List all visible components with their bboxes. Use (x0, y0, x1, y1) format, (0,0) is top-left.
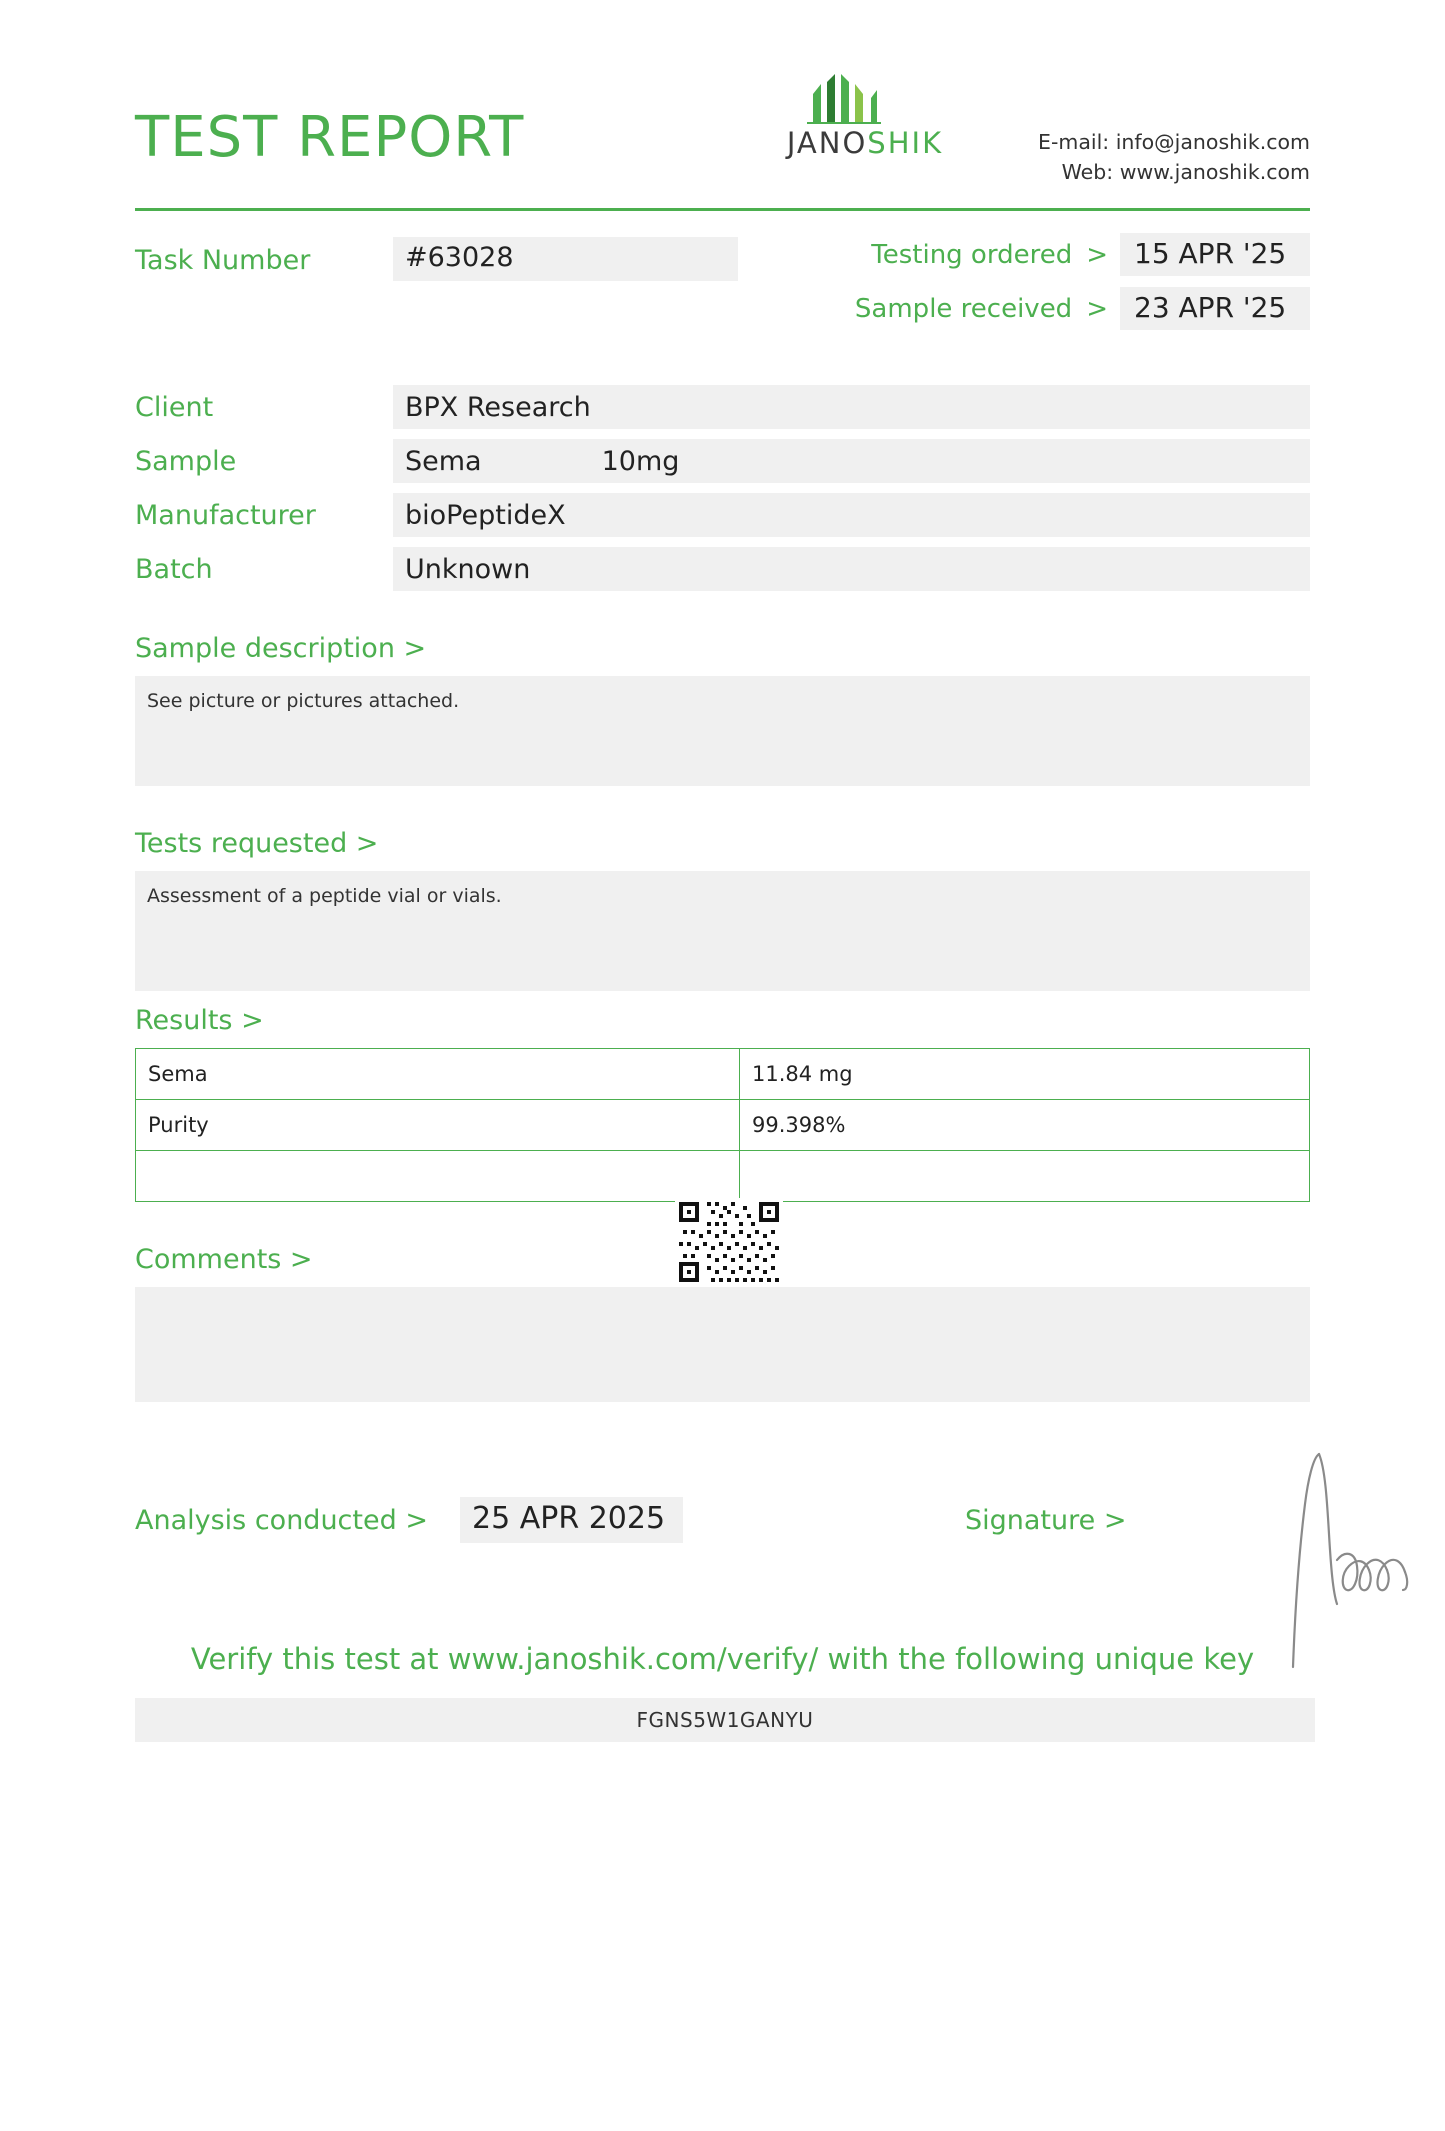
sample-description-title: Sample description > (135, 633, 427, 664)
task-number-label: Task Number (135, 245, 311, 276)
report-header (135, 0, 1310, 200)
company-logo (765, 68, 965, 160)
signature-label: Signature > (965, 1505, 1127, 1536)
analysis-conducted-date: 25 APR 2025 (460, 1497, 683, 1543)
info-value-batch (393, 547, 1310, 591)
unique-key-value: FGNS5W1GANYU (636, 1708, 814, 1732)
info-key-sample: Sample (135, 445, 237, 477)
result-name-1: Purity (136, 1100, 740, 1151)
tests-requested-title: Tests requested > (135, 828, 379, 859)
sample-received-label: Sample received (854, 293, 1073, 324)
results-title: Results > (135, 1005, 264, 1036)
verify-text: Verify this test at www.janoshik.com/verify/ with the following unique key (190, 1642, 1255, 1676)
logo-word-dark: JANO (786, 126, 868, 160)
info-key-client: Client (135, 391, 214, 423)
info-row-client (135, 385, 1310, 429)
page-title: TEST REPORT (135, 105, 525, 170)
sample-received-row (855, 287, 1310, 330)
result-value-2 (740, 1151, 1310, 1202)
sample-received-value: 23 APR '25 (1120, 287, 1310, 330)
logo-wordmark (765, 126, 965, 160)
result-name-2 (136, 1151, 740, 1202)
mountains-logo-icon (805, 68, 925, 124)
result-name-0: Sema (136, 1049, 740, 1100)
testing-ordered-label: Testing ordered (871, 239, 1073, 270)
sample-info-table (135, 385, 1310, 591)
tests-requested-box (135, 871, 1310, 991)
analysis-row (135, 1497, 1310, 1567)
results-table (135, 1048, 1310, 1202)
info-value-client-text: BPX Research (405, 391, 591, 423)
info-value-batch-text: Unknown (405, 553, 531, 585)
result-value-1: 99.398% (740, 1100, 1310, 1151)
info-value-sample (393, 439, 1310, 483)
comments-box (135, 1287, 1310, 1402)
result-value-0: 11.84 mg (740, 1049, 1310, 1100)
tests-requested-text: Assessment of a peptide vial or vials. (147, 885, 502, 907)
comments-title: Comments > (135, 1244, 313, 1275)
header-divider (135, 208, 1310, 211)
sample-description-box (135, 676, 1310, 786)
info-value-sample-dose: 10mg (601, 445, 680, 477)
sample-description-text: See picture or pictures attached. (147, 690, 460, 712)
info-key-batch: Batch (135, 553, 213, 585)
analysis-conducted-label: Analysis conducted > (135, 1505, 428, 1536)
contact-block (1038, 128, 1310, 187)
task-number-value: #63028 (393, 237, 738, 281)
task-row (135, 233, 1310, 363)
info-row-manufacturer (135, 493, 1310, 537)
info-value-manufacturer (393, 493, 1310, 537)
info-value-manufacturer-text: bioPeptideX (405, 499, 566, 531)
contact-email: E-mail: info@janoshik.com (1038, 130, 1310, 154)
testing-ordered-row (855, 233, 1310, 276)
info-row-sample (135, 439, 1310, 483)
info-value-sample-text: Sema (405, 445, 482, 477)
table-row (136, 1100, 1310, 1151)
logo-word-green: SHIK (867, 126, 944, 160)
info-row-batch (135, 547, 1310, 591)
sample-received-caret: > (1086, 293, 1108, 324)
dates-block (855, 233, 1310, 341)
table-row (136, 1151, 1310, 1202)
info-value-client (393, 385, 1310, 429)
table-row (136, 1049, 1310, 1100)
qr-code-icon (675, 1198, 783, 1286)
testing-ordered-caret: > (1086, 239, 1108, 270)
unique-key-box (135, 1698, 1315, 1742)
info-key-manufacturer: Manufacturer (135, 499, 316, 531)
testing-ordered-value: 15 APR '25 (1120, 233, 1310, 276)
handwritten-signature-icon (1265, 1442, 1445, 1672)
contact-web: Web: www.janoshik.com (1061, 159, 1310, 184)
